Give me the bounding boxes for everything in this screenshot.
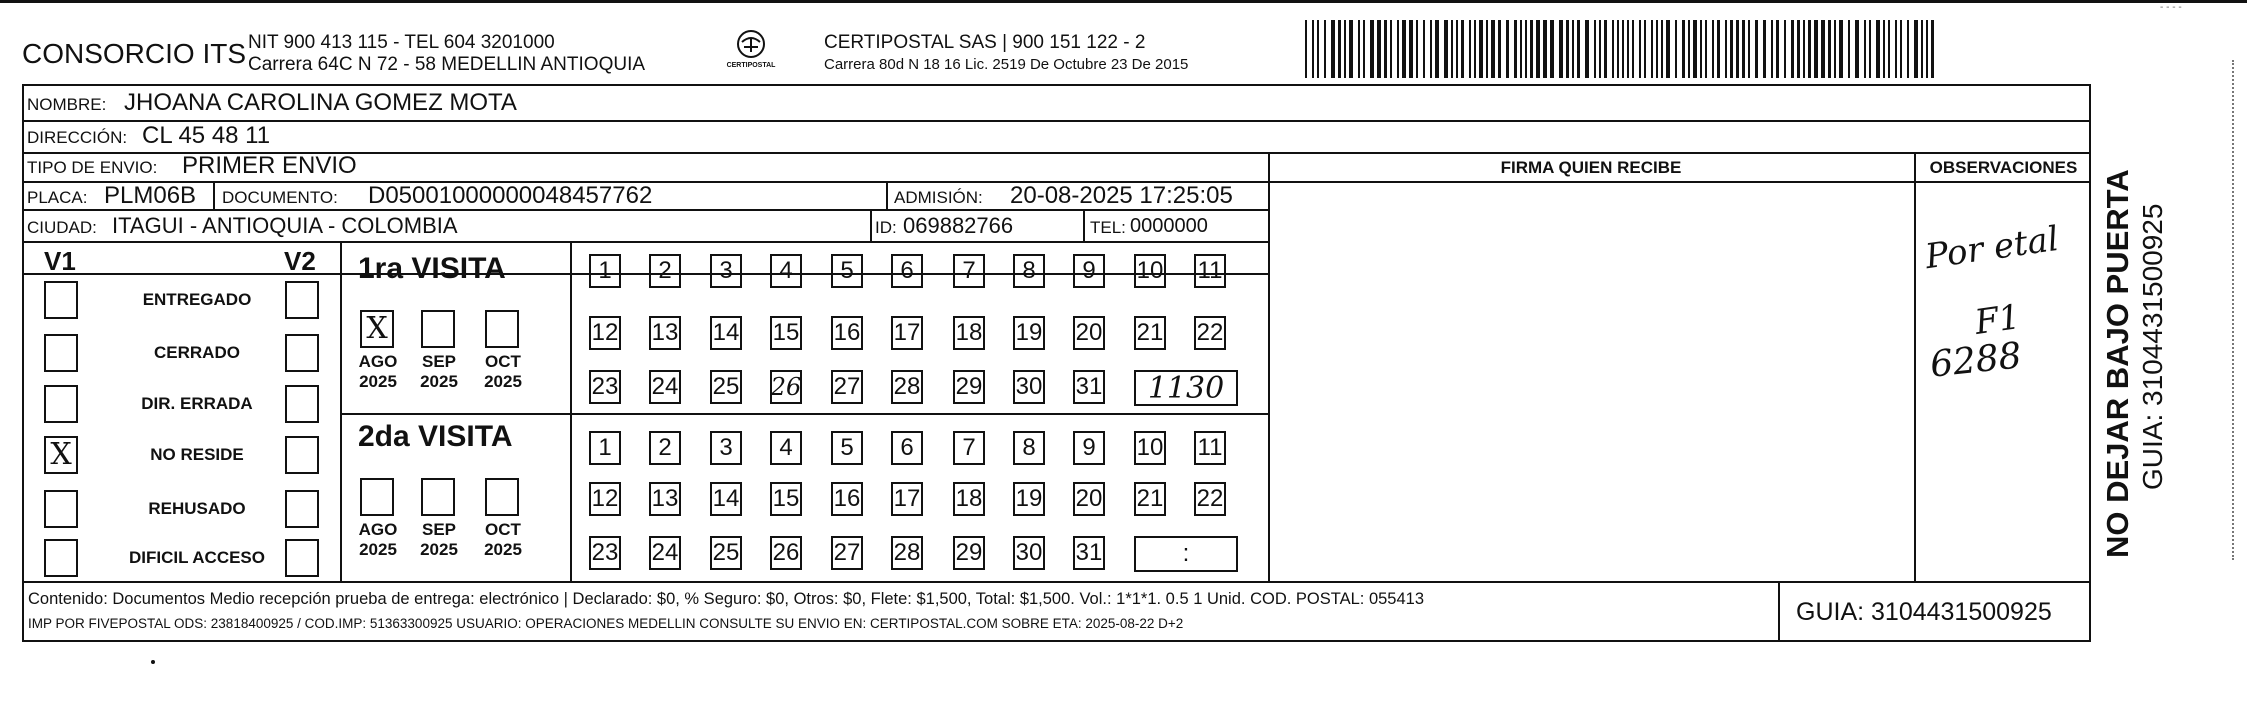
barcode-bar xyxy=(1748,20,1750,78)
day-box[interactable]: 6 xyxy=(891,254,923,288)
barcode-bar xyxy=(1305,20,1307,78)
v1-checkbox[interactable] xyxy=(44,539,78,577)
tel-value: 0000000 xyxy=(1130,215,1208,237)
certipostal-logo xyxy=(718,28,784,74)
barcode-bar xyxy=(1926,20,1928,78)
barcode-bar xyxy=(1384,20,1387,78)
barcode-bar xyxy=(1520,20,1522,78)
day-box[interactable]: 8 xyxy=(1013,254,1045,288)
v2-label: V2 xyxy=(284,246,316,276)
firma-header: FIRMA QUIEN RECIBE xyxy=(1500,158,1682,177)
ciudad-value: ITAGUI - ANTIOQUIA - COLOMBIA xyxy=(112,213,458,238)
barcode-bar xyxy=(1461,20,1464,78)
visit2-title: 2da VISITA xyxy=(358,420,513,453)
barcode-bar xyxy=(1416,20,1418,78)
placa-value: PLM06B xyxy=(104,182,197,209)
direccion-value: CL 45 48 11 xyxy=(142,122,271,149)
day-box[interactable]: 12 xyxy=(589,316,621,350)
barcode-bar xyxy=(1644,20,1646,78)
barcode-bar xyxy=(1855,20,1859,78)
barcode-bar xyxy=(1594,20,1596,78)
barcode-bar xyxy=(1572,20,1574,78)
barcode-bar xyxy=(1397,20,1399,78)
barcode-bar xyxy=(1730,20,1733,78)
status-label: CERRADO xyxy=(154,343,240,362)
status-label: NO RESIDE xyxy=(150,445,244,464)
barcode-bar xyxy=(1700,20,1702,78)
scan-mark: - - - - xyxy=(2160,2,2182,13)
month-year: 2025 xyxy=(420,540,458,559)
id-label: ID: xyxy=(875,218,897,237)
day-box[interactable]: 17 xyxy=(891,482,923,516)
barcode-bar xyxy=(1828,20,1831,78)
day-box[interactable]: 17 xyxy=(891,316,923,350)
carrier-line: CERTIPOSTAL SAS | 900 151 122 - 2 xyxy=(824,32,1146,53)
company-name: CONSORCIO ITS xyxy=(22,38,247,69)
barcode-bar xyxy=(1506,20,1509,78)
month-checkbox[interactable] xyxy=(421,310,455,348)
barcode-bar xyxy=(1358,20,1360,78)
month-checkbox[interactable] xyxy=(485,478,519,516)
day-box[interactable]: 2 xyxy=(649,254,681,288)
barcode-bar xyxy=(1390,20,1392,78)
status-label: DIR. ERRADA xyxy=(141,394,253,413)
day-box[interactable]: 13 xyxy=(649,482,681,516)
barcode-bar xyxy=(1627,20,1629,78)
footer-contenido: Contenido: Documentos Medio recepción prueba de entrega: electrónico | Declarado: $0, % Seguro: $0, Otros: $0, Flete: $1,500, Total: $1,500. Vol.: 1*1*1. 0.5 1 Unid. COD. POSTAL: 055413 xyxy=(28,590,1425,608)
day-box[interactable]: 23 xyxy=(589,370,621,404)
v1-checkbox[interactable] xyxy=(44,281,78,319)
day-box[interactable]: 28 xyxy=(891,536,923,570)
day-box[interactable]: 16 xyxy=(831,316,863,350)
day-box[interactable]: 7 xyxy=(953,254,985,288)
day-box[interactable]: 3 xyxy=(710,431,742,465)
barcode-bar xyxy=(1651,20,1653,78)
barcode-bar xyxy=(1742,20,1745,78)
day-box[interactable]: 11 xyxy=(1194,431,1226,465)
barcode-bar xyxy=(1712,20,1714,78)
month-year: 2025 xyxy=(359,372,397,391)
month-name: OCT xyxy=(485,352,521,371)
barcode-bar xyxy=(1479,20,1483,78)
barcode-bar xyxy=(1402,20,1406,78)
day-box[interactable]: 12 xyxy=(589,482,621,516)
barcode-bar xyxy=(1435,20,1439,78)
barcode-bar xyxy=(1914,20,1918,78)
barcode-bar xyxy=(1349,20,1353,78)
barcode-bar xyxy=(1839,20,1843,78)
month-name: SEP xyxy=(421,352,457,371)
day-box[interactable]: 1 xyxy=(589,431,621,465)
day-box[interactable]: 31 xyxy=(1073,370,1105,404)
barcode-bar xyxy=(1530,20,1533,78)
barcode-bar xyxy=(1682,20,1685,78)
v1-checkbox[interactable] xyxy=(44,436,78,474)
day-box[interactable]: 10 xyxy=(1134,254,1166,288)
barcode-bar xyxy=(1776,20,1779,78)
barcode-bar xyxy=(1814,20,1818,78)
barcode-bar xyxy=(1331,20,1335,78)
barcode-bar xyxy=(1632,20,1634,78)
month-checkbox[interactable] xyxy=(360,478,394,516)
barcode-bar xyxy=(1736,20,1739,78)
v2-checkbox[interactable] xyxy=(285,281,319,319)
barcode-bar xyxy=(1931,20,1934,78)
barcode-bar xyxy=(1688,20,1690,78)
documento-value: D05001000000048457762 xyxy=(368,182,653,209)
month-year: 2025 xyxy=(484,372,522,391)
barcode-bar xyxy=(1456,20,1458,78)
month-name: AGO xyxy=(358,352,398,371)
barcode-bar xyxy=(1559,20,1563,78)
barcode-bar xyxy=(1566,20,1569,78)
time-box[interactable]: : xyxy=(1134,536,1238,572)
admision-label: ADMISIÓN: xyxy=(894,188,983,207)
barcode-bar xyxy=(1604,20,1607,78)
nombre-value: JHOANA CAROLINA GOMEZ MOTA xyxy=(124,89,517,116)
day-box[interactable]: 2 xyxy=(649,431,681,465)
day-box[interactable]: 7 xyxy=(953,431,985,465)
day-box[interactable]: 21 xyxy=(1134,316,1166,350)
day-box[interactable]: 10 xyxy=(1134,431,1166,465)
field-divider xyxy=(1914,152,1916,581)
v2-checkbox[interactable] xyxy=(285,539,319,577)
day-box[interactable]: 27 xyxy=(831,536,863,570)
barcode-bar xyxy=(1797,20,1800,78)
v1-checkbox[interactable] xyxy=(44,334,78,372)
day-box[interactable]: 24 xyxy=(649,370,681,404)
barcode-bar xyxy=(1639,20,1641,78)
barcode-bar xyxy=(1612,20,1614,78)
v2-checkbox[interactable] xyxy=(285,385,319,423)
barcode-bar xyxy=(1622,20,1624,78)
check-mark: X xyxy=(50,437,72,472)
barcode-bar xyxy=(1451,20,1453,78)
barcode-bar xyxy=(1656,20,1658,78)
v1-checkbox[interactable] xyxy=(44,385,78,423)
month-checkbox[interactable] xyxy=(421,478,455,516)
v1-checkbox[interactable] xyxy=(44,490,78,528)
day-box[interactable]: 19 xyxy=(1013,482,1045,516)
barcode-bar xyxy=(1803,20,1805,78)
barcode-bar xyxy=(1338,20,1341,78)
barcode-bar xyxy=(1895,20,1897,78)
day-box[interactable]: 9 xyxy=(1073,431,1105,465)
barcode-bar xyxy=(1808,20,1811,78)
barcode-bar xyxy=(1725,20,1727,78)
day-box[interactable]: 28 xyxy=(891,370,923,404)
footer-imp-line: IMP POR FIVEPOSTAL ODS: 23818400925 / COD.IMP: 51363300925 USUARIO: OPERACIONES MEDELLIN CONSULTE SU ENVIO EN: CERTIPOSTAL.COM SOBRE ETA: 2025-08-22 D+2 xyxy=(28,616,1184,631)
barcode-bar xyxy=(1876,20,1880,78)
day-box[interactable]: 13 xyxy=(649,316,681,350)
day-box[interactable]: 22 xyxy=(1194,316,1226,350)
day-box[interactable]: 15 xyxy=(770,316,802,350)
barcode-bar xyxy=(1666,20,1670,78)
day-box[interactable]: 9 xyxy=(1073,254,1105,288)
day-box[interactable]: 16 xyxy=(831,482,863,516)
day-box[interactable]: 21 xyxy=(1134,482,1166,516)
barcode-bar xyxy=(1921,20,1923,78)
barcode-bar xyxy=(1585,20,1589,78)
day-box[interactable]: 29 xyxy=(953,370,985,404)
month-year: 2025 xyxy=(420,372,458,391)
barcode-bar xyxy=(1883,20,1885,78)
barcode-bar xyxy=(1869,20,1871,78)
barcode-bar xyxy=(1791,20,1794,78)
month-year: 2025 xyxy=(484,540,522,559)
visit1-title: 1ra VISITA xyxy=(358,252,506,285)
barcode-bar xyxy=(1900,20,1902,78)
tipo-envio-value: PRIMER ENVIO xyxy=(182,152,357,179)
barcode-bar xyxy=(1599,20,1601,78)
day-box[interactable]: 23 xyxy=(589,536,621,570)
barcode-bar xyxy=(1536,20,1540,78)
day-box[interactable]: 19 xyxy=(1013,316,1045,350)
day-box[interactable]: 25 xyxy=(710,536,742,570)
day-box[interactable]: 6 xyxy=(891,431,923,465)
barcode-bar xyxy=(1312,20,1314,78)
day-box[interactable]: 4 xyxy=(770,431,802,465)
day-box[interactable]: 25 xyxy=(710,370,742,404)
observaciones-header: OBSERVACIONES xyxy=(1929,158,2078,177)
tel-label: TEL: xyxy=(1090,218,1126,237)
day-box-marked[interactable]: 26 xyxy=(770,370,802,404)
day-box[interactable]: 31 xyxy=(1073,536,1105,570)
barcode-bar xyxy=(1771,20,1773,78)
v2-checkbox[interactable] xyxy=(285,334,319,372)
barcode-bar xyxy=(1784,20,1786,78)
day-box[interactable]: 5 xyxy=(831,254,863,288)
observacion-line-3: 6288 xyxy=(1928,335,2024,386)
day-box[interactable]: 11 xyxy=(1194,254,1226,288)
nit-line: NIT 900 413 115 - TEL 604 3201000 xyxy=(248,32,555,53)
day-box[interactable]: 14 xyxy=(710,316,742,350)
barcode-bar xyxy=(1550,20,1554,78)
status-label: REHUSADO xyxy=(148,499,246,518)
day-box[interactable]: 30 xyxy=(1013,370,1045,404)
v2-checkbox[interactable] xyxy=(285,490,319,528)
barcode-bar xyxy=(1577,20,1580,78)
barcode-bar xyxy=(1693,20,1697,78)
barcode xyxy=(1305,20,1935,78)
barcode-bar xyxy=(1705,20,1707,78)
tipo-envio-label: TIPO DE ENVIO: xyxy=(27,158,158,177)
check-mark: X xyxy=(366,311,388,346)
month-year: 2025 xyxy=(359,540,397,559)
barcode-bar xyxy=(1717,20,1720,78)
v2-checkbox[interactable] xyxy=(285,436,319,474)
barcode-bar xyxy=(1675,20,1677,78)
observacion-line-2: F1 xyxy=(1972,297,2023,343)
status-label: ENTREGADO xyxy=(142,290,252,309)
day-box[interactable]: 14 xyxy=(710,482,742,516)
barcode-bar xyxy=(1907,20,1909,78)
day-box[interactable]: 18 xyxy=(953,482,985,516)
top-border xyxy=(0,0,2247,3)
barcode-bar xyxy=(1525,20,1527,78)
barcode-bar xyxy=(1514,20,1517,78)
barcode-bar xyxy=(1617,20,1619,78)
v1-label: V1 xyxy=(44,246,76,276)
ciudad-label: CIUDAD: xyxy=(27,218,97,237)
day-box[interactable]: 30 xyxy=(1013,536,1045,570)
logo-caption: CERTIPOSTAL xyxy=(726,62,776,69)
barcode-bar xyxy=(1474,20,1476,78)
month-name: OCT xyxy=(485,520,521,539)
company-address: Carrera 64C N 72 - 58 MEDELLIN ANTIOQUIA xyxy=(248,54,646,75)
barcode-bar xyxy=(1498,20,1501,78)
barcode-bar xyxy=(1755,20,1758,78)
barcode-bar xyxy=(1821,20,1825,78)
side-guia: GUIA: 3104431500925 xyxy=(2137,203,2168,490)
day-box[interactable]: 1 xyxy=(589,254,621,288)
documento-label: DOCUMENTO: xyxy=(222,188,338,207)
id-value: 069882766 xyxy=(903,213,1014,238)
day-box[interactable]: 20 xyxy=(1073,482,1105,516)
barcode-bar xyxy=(1763,20,1766,78)
barcode-bar xyxy=(1370,20,1374,78)
barcode-bar xyxy=(1888,20,1890,78)
barcode-bar xyxy=(1834,20,1836,78)
admision-value: 20-08-2025 17:25:05 xyxy=(1010,182,1233,209)
time-box[interactable]: 1130 xyxy=(1134,370,1238,406)
scan-edge xyxy=(2232,60,2237,560)
footer-guia: GUIA: 3104431500925 xyxy=(1796,598,2052,626)
day-box[interactable]: 4 xyxy=(770,254,802,288)
day-box[interactable]: 22 xyxy=(1194,482,1226,516)
month-checkbox[interactable] xyxy=(360,310,394,348)
barcode-bar xyxy=(1848,20,1850,78)
barcode-bar xyxy=(1444,20,1448,78)
day-box[interactable]: 27 xyxy=(831,370,863,404)
observacion-line-1: Por etal xyxy=(1922,218,2062,278)
barcode-bar xyxy=(1486,20,1488,78)
license-line: Carrera 80d N 18 16 Lic. 2519 De Octubre 23 De 2015 xyxy=(824,56,1189,73)
barcode-bar xyxy=(1469,20,1471,78)
day-box[interactable]: 24 xyxy=(649,536,681,570)
barcode-bar xyxy=(1543,20,1547,78)
day-box[interactable]: 8 xyxy=(1013,431,1045,465)
day-box[interactable]: 29 xyxy=(953,536,985,570)
day-box[interactable]: 5 xyxy=(831,431,863,465)
month-checkbox[interactable] xyxy=(485,310,519,348)
barcode-bar xyxy=(1409,20,1413,78)
barcode-bar xyxy=(1344,20,1346,78)
barcode-bar xyxy=(1377,20,1381,78)
month-name: SEP xyxy=(421,520,457,539)
no-dejar-bajo-puerta: NO DEJAR BAJO PUERTA xyxy=(2100,169,2135,558)
day-box[interactable]: 15 xyxy=(770,482,802,516)
barcode-bar xyxy=(1317,20,1319,78)
status-label: DIFICIL ACCESO xyxy=(128,548,265,567)
barcode-bar xyxy=(1864,20,1866,78)
day-box[interactable]: 3 xyxy=(710,254,742,288)
barcode-bar xyxy=(1324,20,1326,78)
placa-label: PLACA: xyxy=(27,188,88,207)
month-name: AGO xyxy=(358,520,398,539)
barcode-bar xyxy=(1661,20,1663,78)
barcode-bar xyxy=(1363,20,1365,78)
barcode-bar xyxy=(1423,20,1425,78)
day-box[interactable]: 18 xyxy=(953,316,985,350)
barcode-bar xyxy=(1430,20,1432,78)
day-box[interactable]: 20 xyxy=(1073,316,1105,350)
barcode-bar xyxy=(1491,20,1495,78)
stray-dot xyxy=(151,660,155,664)
nombre-label: NOMBRE: xyxy=(27,95,107,114)
day-box[interactable]: 26 xyxy=(770,536,802,570)
direccion-label: DIRECCIÓN: xyxy=(27,128,128,147)
